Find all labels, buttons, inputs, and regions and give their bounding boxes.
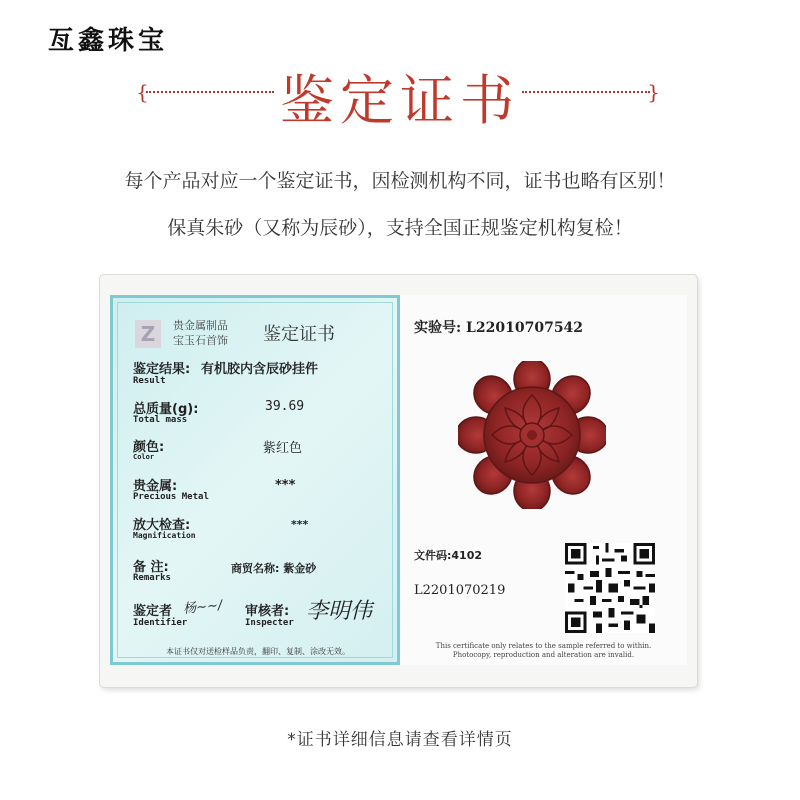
title-row: [0, 52, 800, 132]
identifier-label: 鉴定者: [133, 604, 173, 619]
bottom-note: *证书详细信息请查看详情页: [287, 730, 513, 750]
subtitle-line-2: 保真朱砂（又称为辰砂），支持全国正规鉴定机构复检！: [167, 217, 633, 239]
color-en-label: Color: [133, 453, 155, 461]
magnification-value: ***: [291, 518, 309, 531]
org-line-2: 宝玉石首饰: [173, 334, 228, 347]
subtitle-line-1: 每个产品对应一个鉴定证书，因检测机构不同，证书也略有区别！: [124, 170, 676, 192]
footnote-en-line-1: This certificate only relates to the sample referred to within.: [435, 642, 652, 650]
inspector-signature: 李明伟: [306, 599, 373, 624]
certificate-heading: 鉴定证书: [263, 324, 335, 345]
magnification-label: 放大检查:: [133, 518, 191, 533]
cinnabar-flower-pendant-image: [458, 361, 606, 509]
magnification-en-label: Magnification: [133, 531, 196, 540]
color-value: 紫红色: [263, 441, 303, 456]
result-value: 有机胶内含辰砂挂件: [201, 362, 319, 377]
qr-code: [565, 543, 655, 633]
page-title: 鉴定证书: [280, 69, 520, 132]
footnote-en-line-2: Photocopy, reproduction and alteration are invalid.: [452, 651, 635, 659]
remarks-label: 备 注:: [133, 560, 169, 575]
metal-en-label: Precious Metal: [133, 492, 209, 502]
file-code: 文件码:4102: [414, 549, 483, 562]
color-label: 颜色:: [133, 440, 165, 455]
remarks-value: 商贸名称: 紫金砂: [231, 562, 317, 575]
metal-value: ***: [275, 478, 296, 493]
metal-label: 贵金属:: [133, 479, 178, 494]
org-line-1: 贵金属制品: [173, 319, 228, 332]
title-decoration-left: {: [136, 86, 276, 98]
lab-number: 实验号: L22010707542: [414, 320, 584, 336]
inspector-label: 审核者:: [245, 604, 290, 619]
result-label: 鉴定结果:: [133, 362, 191, 377]
mass-en-label: Total mass: [133, 415, 188, 425]
title-decoration-right: }: [520, 86, 660, 98]
certificate-logo: Z: [135, 320, 161, 348]
certificate-left-panel: [110, 295, 400, 665]
remarks-en-label: Remarks: [133, 573, 171, 583]
brand-logo: 亙鑫珠宝: [48, 26, 169, 56]
identifier-signature: 杨~~/: [182, 597, 224, 617]
certificate-serial: L2201070219: [414, 583, 506, 598]
certificate-footnote-cn: 本证书仅对送检样品负责，翻印、复制、涂改无效。: [166, 647, 350, 656]
certificate-footnote-en: [400, 642, 687, 660]
mass-label: 总质量(g):: [133, 402, 199, 417]
certificate-org: [173, 318, 228, 348]
identifier-en-label: Identifier: [133, 618, 188, 628]
inspector-en-label: Inspecter: [245, 618, 294, 628]
mass-value: 39.69: [265, 399, 305, 414]
result-en-label: Result: [133, 376, 166, 386]
certificate-card: [100, 275, 697, 687]
certificate-right-panel: [400, 295, 687, 665]
